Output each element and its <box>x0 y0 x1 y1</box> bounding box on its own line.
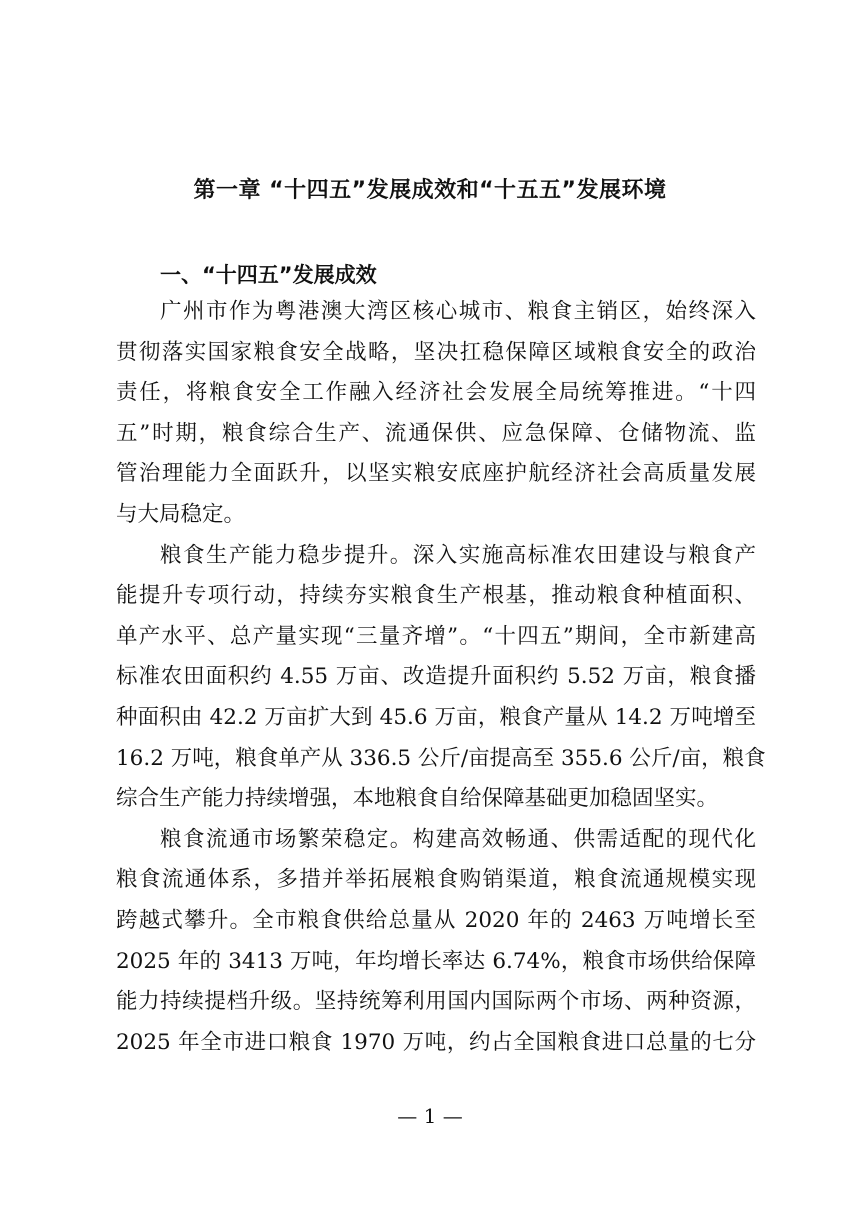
text-line: 种面积由 42.2 万亩扩大到 45.6 万亩，粮食产量从 14.2 万吨增至 <box>116 704 756 730</box>
text-line: 16.2 万吨，粮食单产从 336.5 公斤/亩提高至 355.6 公斤/亩，粮食 <box>116 745 766 771</box>
text-line: 管治理能力全面跃升，以坚实粮安底座护航经济社会高质量发展 <box>116 461 756 487</box>
text-line: 能提升专项行动，持续夯实粮食生产根基，推动粮食种植面积、 <box>116 583 756 609</box>
section-heading: 一、“十四五”发展成效 <box>160 263 377 287</box>
text-line: 广州市作为粤港澳大湾区核心城市、粮食主销区，始终深入 <box>160 299 756 324</box>
text-line: 责任，将粮食安全工作融入经济社会发展全局统筹推进。“十四 <box>116 380 756 406</box>
text-line: 粮食流通市场繁荣稳定。构建高效畅通、供需适配的现代化 <box>160 826 756 852</box>
text-line: 跨越式攀升。全市粮食供给总量从 2020 年的 2463 万吨增长至 <box>116 907 756 933</box>
text-line: 标准农田面积约 4.55 万亩、改造提升面积约 5.52 万亩，粮食播 <box>116 664 756 690</box>
text-line: 贯彻落实国家粮食安全战略，坚决扛稳保障区域粮食安全的政治 <box>116 339 756 365</box>
text-line: 与大局稳定。 <box>116 501 246 527</box>
paragraph <box>116 820 756 1064</box>
text-line: 粮食流通体系，多措并举拓展粮食购销渠道，粮食流通规模实现 <box>116 867 756 893</box>
paragraph <box>116 292 756 536</box>
page-number: — 1 — <box>397 1104 463 1128</box>
text-line: 综合生产能力持续增强，本地粮食自给保障基础更加稳固坚实。 <box>116 786 719 812</box>
text-line: 2025 年全市进口粮食 1970 万吨，约占全国粮食进口总量的七分 <box>116 1029 756 1055</box>
text-line: 能力持续提档升级。坚持统筹利用国内国际两个市场、两种资源， <box>116 989 756 1015</box>
text-line: 五”时期，粮食综合生产、流通保供、应急保障、仓储物流、监 <box>116 420 756 446</box>
paragraph <box>116 536 766 820</box>
chapter-title: 第一章 “十四五”发展成效和“十五五”发展环境 <box>193 178 667 203</box>
text-line: 2025 年的 3413 万吨，年均增长率达 6.74%，粮食市场供给保障 <box>116 948 756 974</box>
text-line: 粮食生产能力稳步提升。深入实施高标准农田建设与粮食产 <box>160 542 756 568</box>
body-text <box>116 292 766 1063</box>
text-line: 单产水平、总产量实现“三量齐增”。“十四五”期间，全市新建高 <box>116 623 756 649</box>
